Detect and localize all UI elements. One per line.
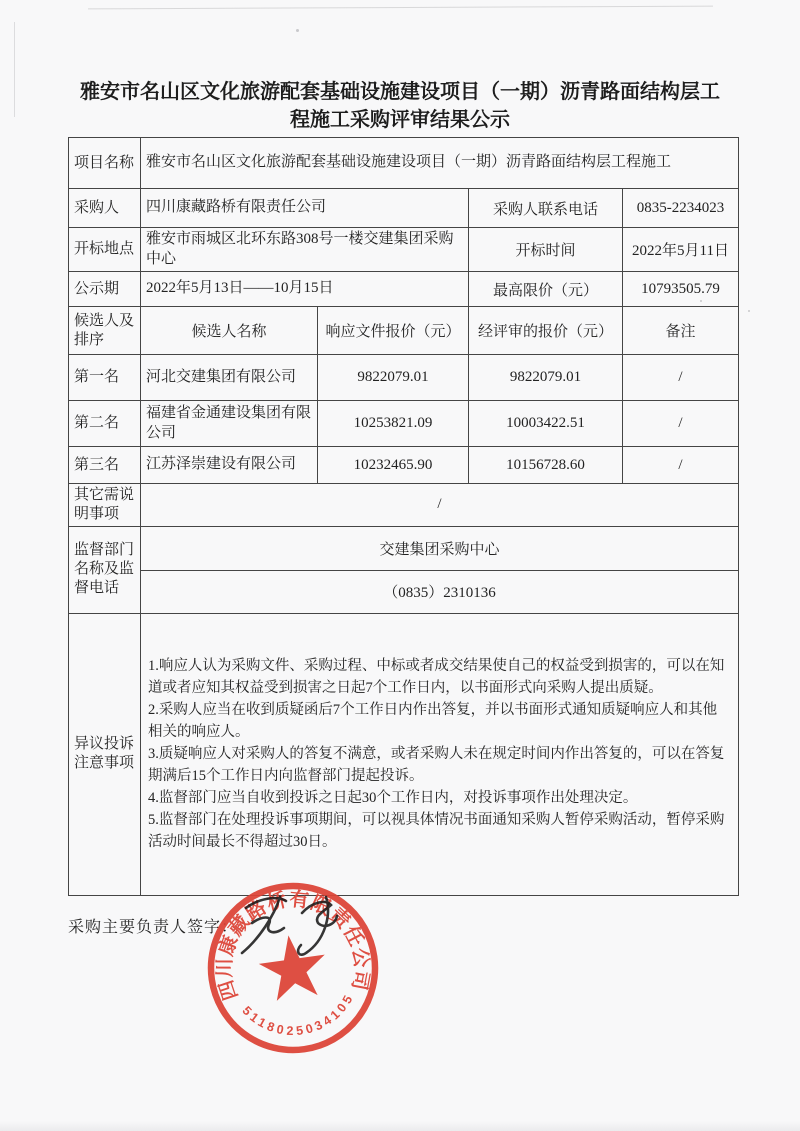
header-rank: 候选人及排序 — [69, 307, 141, 355]
max-price-label: 最高限价（元） — [469, 272, 623, 307]
header-name: 候选人名称 — [141, 307, 318, 355]
seal-registration-number: 5118025034105 — [239, 990, 357, 1039]
candidate-rank: 第二名 — [69, 401, 141, 447]
objection-item-5: 5.监督部门在处理投诉事项期间，可以视具体情况书面通知采购人暂停采购活动，暂停采购活动时间最长不得超过30日。 — [148, 812, 725, 851]
opening-place-label: 开标地点 — [69, 228, 141, 272]
scan-artifact-bottom-edge — [0, 1121, 800, 1131]
objection-items — [146, 651, 733, 857]
candidate-evaluated-price: 10156728.60 — [469, 447, 623, 484]
candidate-rank: 第一名 — [69, 355, 141, 401]
result-announcement-table — [68, 137, 739, 896]
candidate-bid-price: 9822079.01 — [318, 355, 469, 401]
candidates-header-row — [69, 307, 739, 355]
supervision-phone-value: （0835）2310136 — [141, 570, 739, 613]
candidate-row-3 — [69, 447, 739, 484]
candidate-row-2 — [69, 401, 739, 447]
handwritten-signature — [228, 882, 368, 972]
candidate-evaluated-price: 9822079.01 — [469, 355, 623, 401]
objection-content — [141, 613, 739, 895]
project-name-label: 项目名称 — [69, 138, 141, 189]
supervision-dept-value: 交建集团采购中心 — [141, 526, 739, 570]
candidate-name: 福建省金通建设集团有限公司 — [141, 401, 318, 447]
svg-text:5118025034105 — [238, 989, 361, 1046]
max-price-value: 10793505.79 — [623, 272, 739, 307]
candidate-bid-price: 10232465.90 — [318, 447, 469, 484]
candidate-rank: 第三名 — [69, 447, 141, 484]
row-objection-notice — [69, 613, 739, 895]
opening-time-value: 2022年5月11日 — [623, 228, 739, 272]
candidate-remark: / — [623, 355, 739, 401]
objection-item-2: 2.采购人应当在收到质疑函后7个工作日内作出答复，并以书面形式通知质疑响应人和其他相关的响应人。 — [148, 701, 718, 740]
candidate-name: 河北交建集团有限公司 — [141, 355, 318, 401]
document-title: 雅安市名山区文化旅游配套基础设施建设项目（一期）沥青路面结构层工程施工采购评审结果公示 — [80, 81, 720, 131]
row-publicity-period — [69, 272, 739, 307]
signature-line-label: 采购主要负责人签字： — [68, 919, 239, 936]
purchaser-phone-label: 采购人联系电话 — [469, 189, 623, 228]
other-notes-label: 其它需说明事项 — [69, 484, 141, 527]
row-bid-opening — [69, 228, 739, 272]
other-notes-value: / — [141, 484, 739, 527]
supervision-label: 监督部门名称及监督电话 — [69, 526, 141, 613]
candidate-name: 江苏泽崇建设有限公司 — [141, 447, 318, 484]
publicity-value: 2022年5月13日——10月15日 — [141, 272, 469, 307]
opening-time-label: 开标时间 — [469, 228, 623, 272]
row-supervision-phone — [69, 570, 739, 613]
objection-item-4: 4.监督部门应当自收到投诉之日起30个工作日内，对投诉事项作出处理决定。 — [148, 790, 638, 807]
scan-speck — [748, 310, 750, 312]
candidate-row-1 — [69, 355, 739, 401]
row-purchaser — [69, 189, 739, 228]
scan-artifact-top-edge — [88, 6, 713, 10]
header-bid-price: 响应文件报价（元） — [318, 307, 469, 355]
purchaser-phone-value: 0835-2234023 — [623, 189, 739, 228]
seal-company-text: 四川康藏路桥有限责任公司 — [213, 888, 373, 1003]
opening-place-value: 雅安市雨城区北环东路308号一楼交建集团采购中心 — [141, 228, 469, 272]
project-name-value: 雅安市名山区文化旅游配套基础设施建设项目（一期）沥青路面结构层工程施工 — [141, 138, 739, 189]
objection-item-3: 3.质疑响应人对采购人的答复不满意，或者采购人未在规定时间内作出答复的，可以在答复期满后15个工作日内向监督部门提起投诉。 — [148, 745, 725, 785]
scan-speck — [296, 29, 299, 32]
row-supervision-dept — [69, 526, 739, 570]
candidate-remark: / — [623, 401, 739, 447]
scan-artifact-left-edge — [14, 22, 15, 117]
candidate-bid-price: 10253821.09 — [318, 401, 469, 447]
candidate-evaluated-price: 10003422.51 — [469, 401, 623, 447]
objection-item-1: 1.响应人认为采购文件、采购过程、中标或者成交结果使自己的权益受到损害的，可以在知道或者应知其权益受到损害之日起7个工作日内，以书面形式向采购人提出质疑。 — [148, 657, 725, 696]
row-project-name — [69, 138, 739, 189]
objection-label: 异议投诉注意事项 — [69, 613, 141, 895]
publicity-label: 公示期 — [69, 272, 141, 307]
purchaser-label: 采购人 — [69, 189, 141, 228]
purchaser-value: 四川康藏路桥有限责任公司 — [141, 189, 469, 228]
row-other-notes — [69, 484, 739, 527]
candidate-remark: / — [623, 447, 739, 484]
header-evaluated-price: 经评审的报价（元） — [469, 307, 623, 355]
header-remark: 备注 — [623, 307, 739, 355]
